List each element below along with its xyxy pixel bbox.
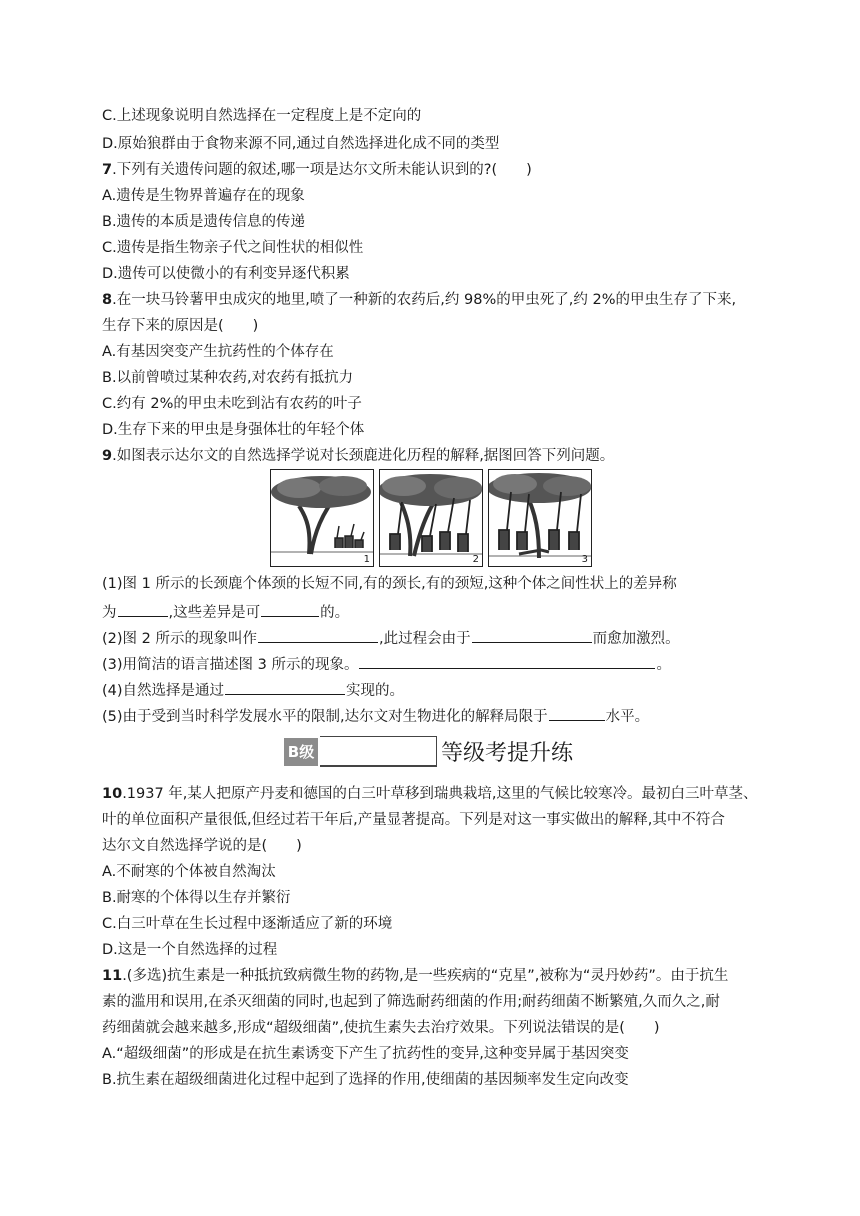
q9-part1-text-b: ,这些差异是可 bbox=[168, 605, 261, 621]
q9-part3 bbox=[102, 654, 671, 675]
q11-stem-line3: 药细菌就会越来越多,形成“超级细菌”,使抗生素失去治疗效果。下列说法错误的是( ) bbox=[102, 1020, 660, 1036]
q10-stem-line2: 叶的单位面积产量很低,但经过若干年后,产量显著提高。下列是对这一事实做出的解释,其中不符合 bbox=[102, 812, 725, 828]
q10-stem-text: .1937 年,某人把原产丹麦和德国的白三叶草移到瑞典栽培,这里的气候比较寒冷。最初白三叶草茎、 bbox=[122, 786, 758, 802]
q7-stem-text: .下列有关遗传问题的叙述,哪一项是达尔文所未能认识到的?( ) bbox=[112, 162, 532, 178]
q10-option-c: C.白三叶草在生长过程中逐渐适应了新的环境 bbox=[102, 916, 393, 932]
q7-number: 7 bbox=[102, 162, 113, 178]
q8-stem-text: .在一块马铃薯甲虫成灾的地里,喷了一种新的农药后,约 98%的甲虫死了,约 2%的甲虫生存了下来, bbox=[112, 292, 737, 308]
q7-option-d: D.遗传可以使微小的有利变异逐代积累 bbox=[102, 266, 350, 282]
q11-option-b: B.抗生素在超级细菌进化过程中起到了选择的作用,使细菌的基因频率发生定向改变 bbox=[102, 1072, 629, 1088]
q9-part3-text-b: 。 bbox=[656, 657, 671, 673]
q10-stem-line3: 达尔文自然选择学说的是( ) bbox=[102, 838, 302, 854]
q9-part1-blank-1[interactable] bbox=[118, 602, 168, 617]
q9-part2 bbox=[102, 628, 680, 649]
giraffes-competing-illustration bbox=[380, 470, 483, 567]
q7-option-c: C.遗传是指生物亲子代之间性状的相似性 bbox=[102, 240, 364, 256]
q11-stem-line1 bbox=[102, 966, 728, 986]
q8-stem-line2: 生存下来的原因是( ) bbox=[102, 318, 259, 334]
q9-part5-text-b: 水平。 bbox=[605, 709, 650, 725]
figure-panel-1 bbox=[270, 469, 374, 567]
figure-panel-3 bbox=[488, 469, 592, 567]
figure-panel-2 bbox=[379, 469, 483, 567]
q9-stem-text: .如图表示达尔文的自然选择学说对长颈鹿进化历程的解释,据图回答下列问题。 bbox=[112, 448, 615, 464]
q7-stem bbox=[102, 160, 532, 180]
q6-option-d: D.原始狼群由于食物来源不同,通过自然选择进化成不同的类型 bbox=[102, 136, 500, 152]
q9-part5-blank[interactable] bbox=[549, 706, 605, 721]
q10-option-d: D.这是一个自然选择的过程 bbox=[102, 942, 278, 958]
q9-part2-text-a: (2)图 2 所示的现象叫作 bbox=[102, 631, 257, 647]
figure-panel-1-number: 1 bbox=[363, 554, 370, 565]
q7-option-a: A.遗传是生物界普遍存在的现象 bbox=[102, 188, 305, 204]
q11-stem-line2: 素的滥用和误用,在杀灭细菌的同时,也起到了筛选耐药细菌的作用;耐药细菌不断繁殖,久而久之,耐 bbox=[102, 994, 720, 1010]
q11-number: 11 bbox=[102, 968, 123, 984]
q9-part2-blank-1[interactable] bbox=[258, 628, 378, 643]
q10-option-b: B.耐寒的个体得以生存并繁衍 bbox=[102, 890, 291, 906]
figure-panel-2-number: 2 bbox=[472, 554, 479, 565]
q10-option-a: A.不耐寒的个体被自然淘汰 bbox=[102, 864, 276, 880]
tree-short-giraffes-illustration bbox=[271, 470, 374, 567]
q7-option-b: B.遗传的本质是遗传信息的传递 bbox=[102, 214, 306, 230]
section-badge-frame bbox=[320, 736, 437, 767]
q9-stem bbox=[102, 446, 614, 466]
q8-number: 8 bbox=[102, 292, 113, 308]
q9-part1-text-a: 为 bbox=[102, 605, 117, 621]
q9-part2-text-c: 而愈加激烈。 bbox=[592, 631, 680, 647]
q9-part1-line1: (1)图 1 所示的长颈鹿个体颈的长短不同,有的颈长,有的颈短,这种个体之间性状上的差异称 bbox=[102, 576, 677, 592]
q11-stem-text: .(多选)抗生素是一种抵抗致病微生物的药物,是一些疾病的“克星”,被称为“灵丹妙药”。由于抗生 bbox=[122, 968, 729, 984]
q9-part2-blank-2[interactable] bbox=[472, 628, 592, 643]
section-badge: B级 bbox=[284, 738, 318, 766]
q8-option-d: D.生存下来的甲虫是身强体壮的年轻个体 bbox=[102, 422, 365, 438]
q9-part5-text-a: (5)由于受到当时科学发展水平的限制,达尔文对生物进化的解释局限于 bbox=[102, 709, 548, 725]
q9-part4-text-b: 实现的。 bbox=[346, 683, 405, 699]
q10-stem-line1 bbox=[102, 784, 758, 804]
q8-option-b: B.以前曾喷过某种农药,对农药有抵抗力 bbox=[102, 370, 354, 386]
q8-option-c: C.约有 2%的甲虫未吃到沾有农药的叶子 bbox=[102, 396, 362, 412]
q9-number: 9 bbox=[102, 448, 113, 464]
q8-stem-line1 bbox=[102, 290, 736, 310]
q9-part4-blank[interactable] bbox=[225, 680, 345, 695]
figure-panel-3-number: 3 bbox=[581, 554, 588, 565]
long-neck-giraffes-survive-illustration bbox=[489, 470, 592, 567]
q9-part5 bbox=[102, 706, 649, 727]
q9-part4-text-a: (4)自然选择是通过 bbox=[102, 683, 225, 699]
q6-option-c: C.上述现象说明自然选择在一定程度上是不定向的 bbox=[102, 108, 422, 124]
q9-part3-blank[interactable] bbox=[359, 654, 655, 669]
q8-option-a: A.有基因突变产生抗药性的个体存在 bbox=[102, 344, 334, 360]
q9-part4 bbox=[102, 680, 404, 701]
q10-number: 10 bbox=[102, 786, 123, 802]
q9-part3-text-a: (3)用简洁的语言描述图 3 所示的现象。 bbox=[102, 657, 359, 673]
q9-part1-line2 bbox=[102, 602, 349, 623]
q11-option-a: A.“超级细菌”的形成是在抗生素诱变下产生了抗药性的变异,这种变异属于基因突变 bbox=[102, 1046, 629, 1062]
q9-part2-text-b: ,此过程会由于 bbox=[378, 631, 471, 647]
section-title: 等级考提升练 bbox=[441, 741, 574, 766]
giraffe-evolution-figure bbox=[270, 469, 592, 567]
q9-part1-text-c: 的。 bbox=[320, 605, 350, 621]
q9-part1-blank-2[interactable] bbox=[261, 602, 319, 617]
